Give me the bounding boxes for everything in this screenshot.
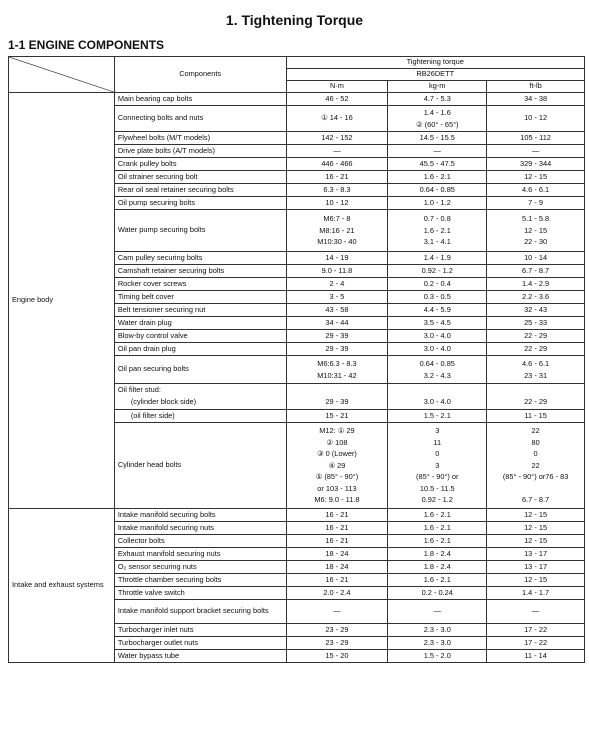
torque-kgm xyxy=(388,106,487,132)
torque-nm-line: M12: ① 29 xyxy=(319,426,355,436)
torque-kgm-line: 10.5 - 11.5 xyxy=(419,483,455,493)
torque-kgm xyxy=(388,384,487,397)
component-name: Camshaft retainer securing bolts xyxy=(114,265,286,278)
torque-kgm: 2.3 - 3.0 xyxy=(388,624,487,637)
torque-ftlb: 12 - 15 xyxy=(487,522,585,535)
torque-nm: 16 - 21 xyxy=(286,171,388,184)
header-unit-kgm: kg-m xyxy=(388,81,487,93)
torque-nm xyxy=(286,210,388,252)
torque-ftlb: 6.7 - 8.7 xyxy=(487,265,585,278)
torque-nm: 16 - 21 xyxy=(286,574,388,587)
torque-ftlb: 10 - 14 xyxy=(487,252,585,265)
torque-ftlb: — xyxy=(487,145,585,158)
component-name: Blow-by control valve xyxy=(114,330,286,343)
torque-nm: 23 - 29 xyxy=(286,624,388,637)
torque-kgm: 1.6 - 2.1 xyxy=(388,171,487,184)
torque-nm xyxy=(286,356,388,384)
component-name: Oil pan drain plug xyxy=(114,343,286,356)
header-engine: RB26DETT xyxy=(286,69,584,81)
component-name: Intake manifold securing nuts xyxy=(114,522,286,535)
torque-kgm: 3.5 - 4.5 xyxy=(388,317,487,330)
torque-ftlb-line: 5.1 - 5.8 xyxy=(522,214,550,224)
torque-nm-line: ⑤ (85° - 90°) xyxy=(315,472,359,482)
torque-nm: 6.3 - 8.3 xyxy=(286,184,388,197)
torque-nm-line: M6:6.3 - 8.3 xyxy=(317,359,357,368)
torque-ftlb-line: 22 - 30 xyxy=(524,237,548,247)
torque-kgm: 1.6 - 2.1 xyxy=(388,535,487,548)
torque-ftlb: 1.4 - 1.7 xyxy=(487,587,585,600)
component-name: Intake manifold securing bolts xyxy=(114,509,286,522)
component-name: Main bearing cap bolts xyxy=(114,93,286,106)
header-unit-nm: N·m xyxy=(286,81,388,93)
group-label-engine-body: Engine body xyxy=(9,93,115,509)
torque-kgm-line: ② (60° - 65°) xyxy=(415,119,459,129)
torque-ftlb: 22 - 29 xyxy=(487,397,585,410)
torque-kgm: 3.0 - 4.0 xyxy=(388,343,487,356)
page-title: 1. Tightening Torque xyxy=(225,12,364,28)
torque-kgm: 2.3 - 3.0 xyxy=(388,637,487,650)
torque-nm-line: ② 108 xyxy=(326,437,348,447)
component-name: Turbocharger inlet nuts xyxy=(114,624,286,637)
torque-kgm-line: 0.7 - 0.8 xyxy=(423,214,451,224)
torque-kgm xyxy=(388,356,487,384)
torque-kgm: 1.6 - 2.1 xyxy=(388,522,487,535)
torque-ftlb-line: 22 xyxy=(531,426,540,436)
torque-nm xyxy=(286,423,388,509)
torque-kgm-line: 1.6 - 2.1 xyxy=(423,225,451,235)
torque-nm: 29 - 39 xyxy=(286,397,388,410)
torque-ftlb-line xyxy=(490,483,581,495)
torque-kgm-line: 3.1 - 4.1 xyxy=(423,237,451,247)
torque-ftlb-line: 80 xyxy=(531,437,540,447)
torque-ftlb xyxy=(487,210,585,252)
torque-ftlb: 22 - 29 xyxy=(487,330,585,343)
torque-nm: 29 - 39 xyxy=(286,343,388,356)
torque-nm: 2.0 - 2.4 xyxy=(286,587,388,600)
torque-nm: 29 - 39 xyxy=(286,330,388,343)
torque-nm: 43 - 58 xyxy=(286,304,388,317)
header-tightening-torque: Tightening torque xyxy=(286,57,584,69)
torque-ftlb: 34 - 38 xyxy=(487,93,585,106)
torque-nm: 15 - 20 xyxy=(286,650,388,663)
torque-nm: 15 - 21 xyxy=(286,410,388,423)
torque-nm: 142 - 152 xyxy=(286,132,388,145)
torque-ftlb: — xyxy=(487,600,585,624)
torque-kgm-line: 3.2 - 4.3 xyxy=(423,370,451,380)
torque-nm: ① 14 - 16 xyxy=(286,106,388,132)
torque-ftlb: 13 - 17 xyxy=(487,548,585,561)
torque-ftlb: 2.2 - 3.6 xyxy=(487,291,585,304)
torque-ftlb xyxy=(487,384,585,397)
torque-ftlb: 12 - 15 xyxy=(487,574,585,587)
torque-kgm: 1.5 - 2.0 xyxy=(388,650,487,663)
torque-nm-line: M8:16 - 21 xyxy=(319,225,355,235)
torque-ftlb: 13 - 17 xyxy=(487,561,585,574)
component-name: O₂ sensor securing nuts xyxy=(114,561,286,574)
torque-nm: 3 - 5 xyxy=(286,291,388,304)
component-name: Flywheel bolts (M/T models) xyxy=(114,132,286,145)
component-name: Throttle valve switch xyxy=(114,587,286,600)
torque-kgm: 14.5 - 15.5 xyxy=(388,132,487,145)
torque-ftlb: 25 - 33 xyxy=(487,317,585,330)
header-unit-ftlb: ft-lb xyxy=(487,81,585,93)
table-row xyxy=(9,509,585,522)
torque-nm: 446 - 466 xyxy=(286,158,388,171)
torque-ftlb-line: 0 xyxy=(533,449,538,459)
component-name: Connecting bolts and nuts xyxy=(114,106,286,132)
torque-nm: 23 - 29 xyxy=(286,637,388,650)
torque-ftlb: 11 - 15 xyxy=(487,410,585,423)
torque-nm-line: M10:31 - 42 xyxy=(317,370,357,380)
component-name: Oil pump securing bolts xyxy=(114,197,286,210)
torque-kgm xyxy=(388,423,487,509)
torque-kgm: 0.2 - 0.24 xyxy=(388,587,487,600)
torque-nm-line: M6:7 - 8 xyxy=(323,214,351,224)
component-name: Turbocharger outlet nuts xyxy=(114,637,286,650)
torque-nm-line: M6: 9.0 - 11.8 xyxy=(314,495,360,505)
torque-ftlb: 22 - 29 xyxy=(487,343,585,356)
component-name: Cam pulley securing bolts xyxy=(114,252,286,265)
torque-nm: 16 - 21 xyxy=(286,535,388,548)
component-name: Oil filter stud: xyxy=(114,384,286,397)
torque-ftlb: 17 - 22 xyxy=(487,637,585,650)
component-name: Timing belt cover xyxy=(114,291,286,304)
torque-nm: — xyxy=(286,600,388,624)
torque-nm: 16 - 21 xyxy=(286,522,388,535)
component-name: Rocker cover screws xyxy=(114,278,286,291)
torque-kgm xyxy=(388,210,487,252)
torque-kgm: — xyxy=(388,145,487,158)
header-components: Components xyxy=(114,57,286,93)
torque-nm: 18 - 24 xyxy=(286,561,388,574)
torque-kgm: 45.5 - 47.5 xyxy=(388,158,487,171)
component-name: Oil strainer securing bolt xyxy=(114,171,286,184)
torque-kgm-line: 0.92 - 1.2 xyxy=(421,495,453,505)
component-name: Crank pulley bolts xyxy=(114,158,286,171)
torque-nm-line: ③ 0 (Lower) xyxy=(316,449,357,459)
torque-ftlb: 12 - 15 xyxy=(487,171,585,184)
component-name: Belt tensioner securing nut xyxy=(114,304,286,317)
torque-kgm: 0.92 - 1.2 xyxy=(388,265,487,278)
torque-nm: 10 - 12 xyxy=(286,197,388,210)
torque-kgm-line: 3 xyxy=(435,460,440,470)
torque-kgm: 4.4 - 5.9 xyxy=(388,304,487,317)
torque-kgm-line: 3 xyxy=(435,426,440,436)
component-name: Cylinder head bolts xyxy=(114,423,286,509)
torque-ftlb xyxy=(487,356,585,384)
torque-kgm: 4.7 - 5.3 xyxy=(388,93,487,106)
torque-kgm-line: 11 xyxy=(433,437,442,447)
torque-nm-line: or 103 - 113 xyxy=(317,483,357,493)
torque-nm: 2 - 4 xyxy=(286,278,388,291)
component-name: Throttle chamber securing bolts xyxy=(114,574,286,587)
diagonal-line xyxy=(9,57,114,92)
torque-nm: 14 - 19 xyxy=(286,252,388,265)
torque-ftlb: 17 - 22 xyxy=(487,624,585,637)
torque-ftlb: 12 - 15 xyxy=(487,535,585,548)
torque-ftlb: 12 - 15 xyxy=(487,509,585,522)
torque-nm: 18 - 24 xyxy=(286,548,388,561)
torque-kgm: 1.8 - 2.4 xyxy=(388,561,487,574)
table-row xyxy=(9,93,585,106)
torque-kgm: — xyxy=(388,600,487,624)
torque-ftlb: 329 - 344 xyxy=(487,158,585,171)
torque-ftlb-line: (85° - 90°) or76 - 83 xyxy=(502,472,569,482)
torque-nm-line: M10:30 - 40 xyxy=(317,237,357,247)
torque-ftlb-line: 4.6 - 6.1 xyxy=(522,359,550,368)
torque-table xyxy=(8,56,585,663)
torque-kgm: 0.64 - 0.85 xyxy=(388,184,487,197)
torque-ftlb: 1.4 - 2.9 xyxy=(487,278,585,291)
group-label-intake-exhaust: Intake and exhaust systems xyxy=(9,509,115,663)
component-name: Water drain plug xyxy=(114,317,286,330)
torque-ftlb: 10 - 12 xyxy=(487,106,585,132)
torque-ftlb xyxy=(487,423,585,509)
torque-ftlb: 4.6 - 6.1 xyxy=(487,184,585,197)
torque-ftlb: 105 - 112 xyxy=(487,132,585,145)
torque-kgm-line: 0.64 - 0.85 xyxy=(419,359,455,368)
torque-ftlb-line: 6.7 - 8.7 xyxy=(522,495,550,505)
component-name: Water bypass tube xyxy=(114,650,286,663)
torque-ftlb: 7 - 9 xyxy=(487,197,585,210)
torque-nm: 46 - 52 xyxy=(286,93,388,106)
torque-nm xyxy=(286,384,388,397)
torque-kgm-line: 1.4 - 1.6 xyxy=(423,108,451,117)
header-corner xyxy=(9,57,115,93)
torque-kgm: 1.4 - 1.9 xyxy=(388,252,487,265)
component-name: Rear oil seal retainer securing bolts xyxy=(114,184,286,197)
torque-kgm: 1.8 - 2.4 xyxy=(388,548,487,561)
torque-kgm: 1.0 - 1.2 xyxy=(388,197,487,210)
component-name: (oil filter side) xyxy=(114,410,286,423)
component-name: Oil pan securing bolts xyxy=(114,356,286,384)
section-heading: 1-1 ENGINE COMPONENTS xyxy=(8,38,165,52)
torque-kgm-line: (85° - 90°) or xyxy=(416,472,459,482)
torque-ftlb-line: 12 - 15 xyxy=(524,225,548,235)
component-name: Water pump securing bolts xyxy=(114,210,286,252)
torque-kgm: 3.0 - 4.0 xyxy=(388,330,487,343)
torque-nm-line: ④ 29 xyxy=(328,460,346,470)
torque-kgm: 0.3 - 0.5 xyxy=(388,291,487,304)
torque-kgm: 0.2 - 0.4 xyxy=(388,278,487,291)
torque-nm: — xyxy=(286,145,388,158)
torque-kgm: 3.0 - 4.0 xyxy=(388,397,487,410)
component-name: Collector bolts xyxy=(114,535,286,548)
torque-nm: 34 - 44 xyxy=(286,317,388,330)
component-name: Exhaust manifold securing nuts xyxy=(114,548,286,561)
torque-nm: 9.0 - 11.8 xyxy=(286,265,388,278)
component-name: Drive plate bolts (A/T models) xyxy=(114,145,286,158)
torque-ftlb-line: 22 xyxy=(531,460,540,470)
torque-ftlb: 32 - 43 xyxy=(487,304,585,317)
torque-kgm: 1.6 - 2.1 xyxy=(388,574,487,587)
component-name: Intake manifold support bracket securing bolts xyxy=(114,600,286,624)
component-name: (cylinder block side) xyxy=(114,397,286,410)
torque-kgm: 1.6 - 2.1 xyxy=(388,509,487,522)
torque-ftlb: 11 - 14 xyxy=(487,650,585,663)
torque-ftlb-line: 23 - 31 xyxy=(524,370,548,380)
torque-nm: 16 - 21 xyxy=(286,509,388,522)
torque-kgm-line: 0 xyxy=(435,449,440,459)
torque-kgm: 1.5 - 2.1 xyxy=(388,410,487,423)
